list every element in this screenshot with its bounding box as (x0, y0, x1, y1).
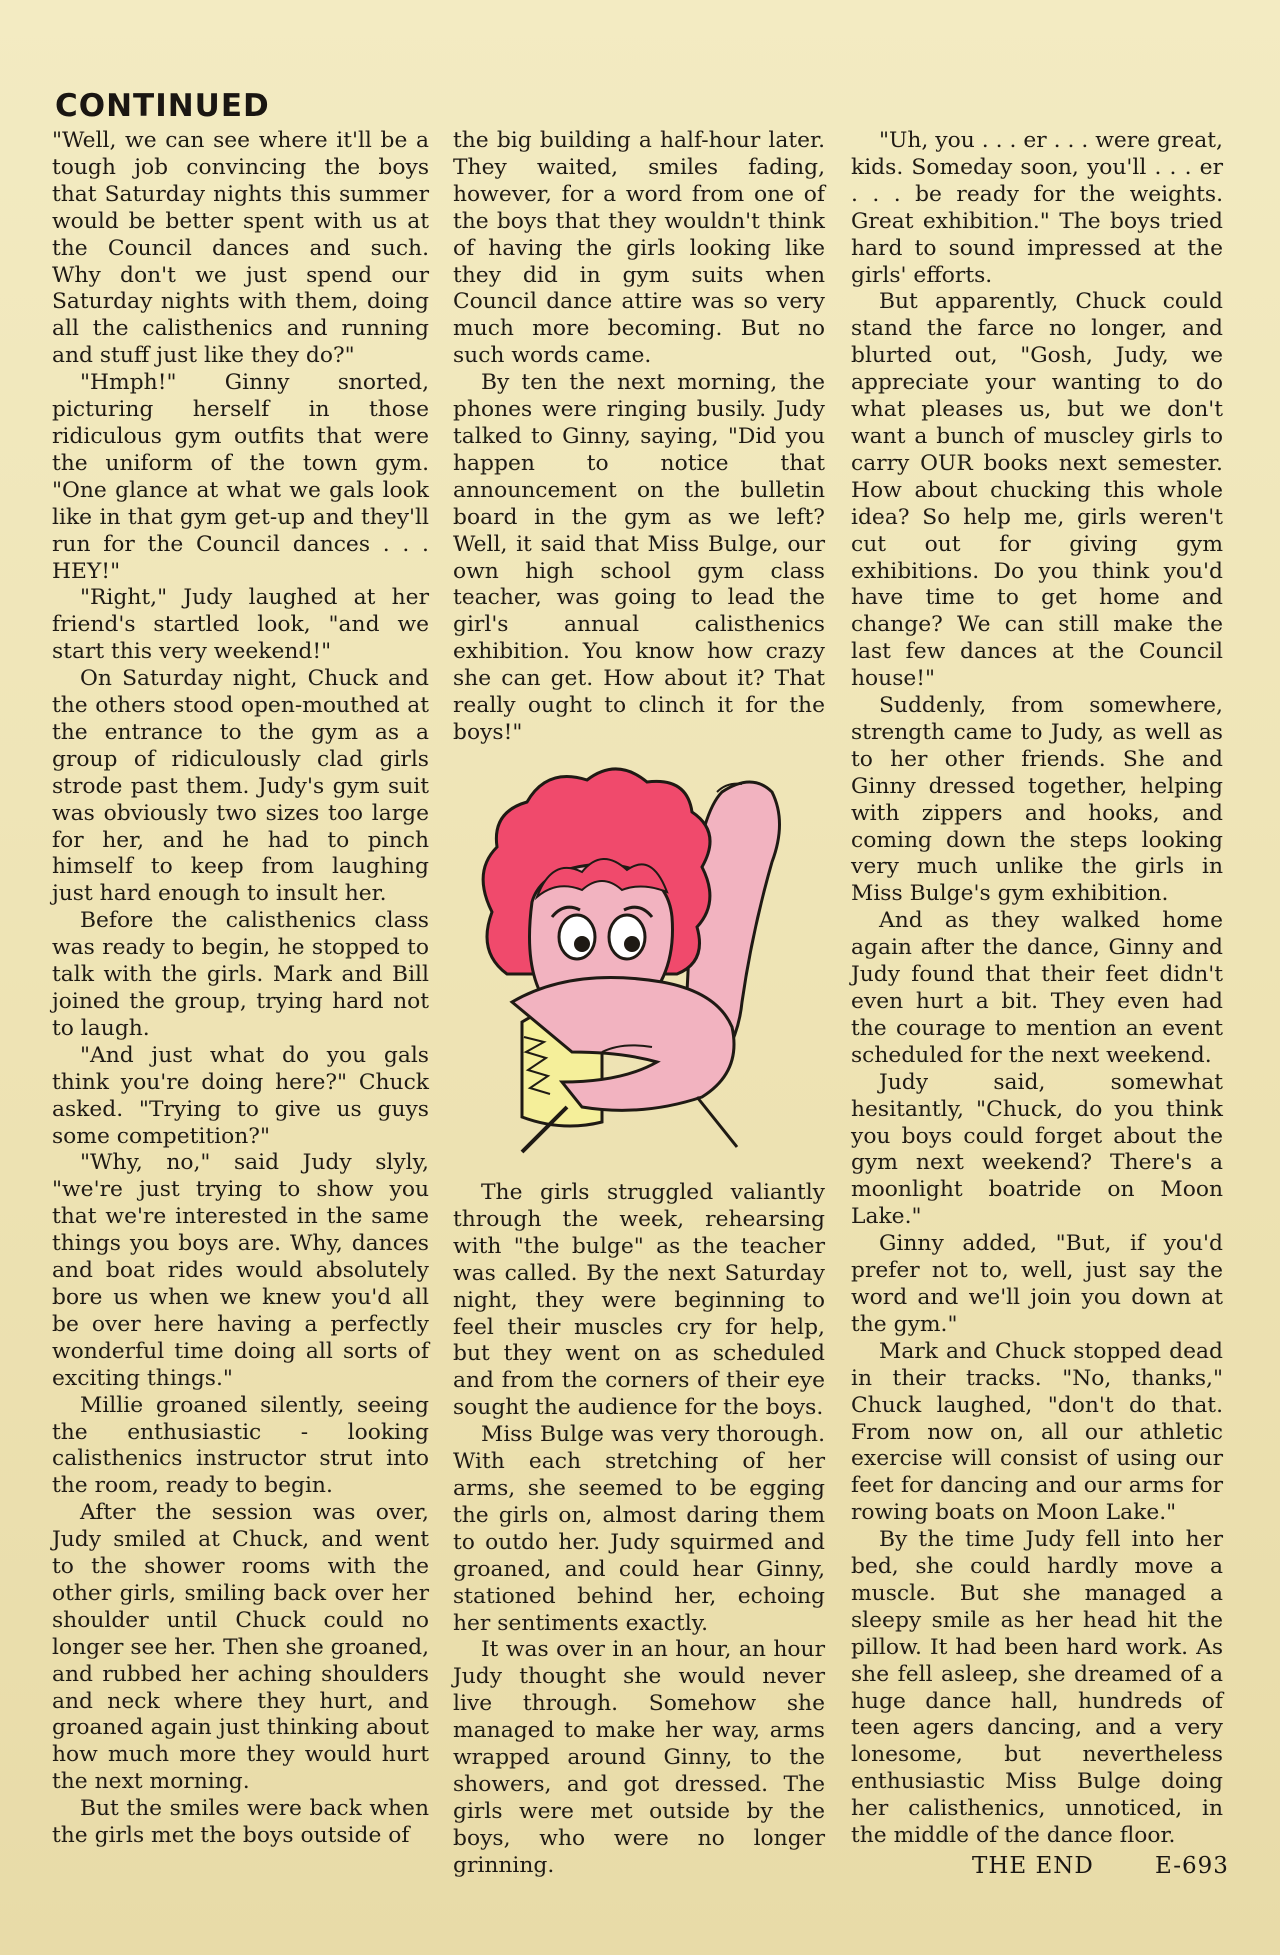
paragraph: "Hmph!" Ginny snorted, picturing herself in those ridiculous gym outfits that were the uniform of the town gym. "One glance at what we gals look like in that gym get-up and they'll run for the Council dances . . . HEY!" (52, 370, 429, 584)
paragraph: Millie groaned silently, seeing the enthusiastic - looking calisthenics instructor strut into the room, ready to begin. (52, 1392, 429, 1499)
story-column-2-top (453, 128, 825, 747)
story-column-3 (851, 128, 1223, 1850)
paragraph: But apparently, Chuck could stand the farce no longer, and blurted out, "Gosh, Judy, we appreciate your wanting to do what pleases us, but we don't want a bunch of muscley girls to carry OUR books next semester. How about chucking this whole idea? So help me, girls weren't cut out for giving gym exhibitions. Do you think you'd have time to get home and change? We can still make the last few dances at the Council house!" (851, 289, 1223, 692)
paragraph: By the time Judy fell into her bed, she could hardly move a muscle. But she managed a sleepy smile as her head hit the pillow. It had been hard work. As she fell asleep, she dreamed of a huge dance hall, hundreds of teen agers dancing, and a very lonesome, but nevertheless enthusiastic Miss Bulge doing her calisthenics, unnoticed, in the middle of the dance floor. (851, 1527, 1223, 1849)
paragraph: Mark and Chuck stopped dead in their tracks. "No, thanks," Chuck laughed, "don't do that. From now on, all our athletic exercise will consist of using our feet for dancing and our arms for rowing boats on Moon Lake." (851, 1338, 1223, 1526)
paragraph: the big building a half-hour later. They waited, smiles fading, however, for a word from one of the boys that they wouldn't think of having the girls looking like they did in gym suits when Council dance attire was so very much more becoming. But no such words came. (453, 128, 825, 369)
paragraph: But the smiles were back when the girls met the boys outside of (52, 1796, 429, 1849)
paragraph: Before the calisthenics class was ready to begin, he stopped to talk with the girls. Mark and Bill joined the group, trying hard not to laugh. (52, 908, 429, 1041)
paragraph: It was over in an hour, an hour Judy thought she would never live through. Somehow she managed to make her way, arms wrapped around Ginny, to the showers, and got dressed. The girls were met outside by the boys, who were no longer grinning. (453, 1637, 825, 1878)
paragraph: And as they walked home again after the dance, Ginny and Judy found that their feet didn't even hurt a bit. They even had the courage to mention an event scheduled for the next weekend. (851, 908, 1223, 1068)
paragraph: "Right," Judy laughed at her friend's startled look, "and we start this very weekend!" (52, 585, 429, 665)
paragraph: "Why, no," said Judy slyly, "we're just trying to show you that we're interested in the same things you boys are. Why, dances and boat rides would absolutely bore us when we knew you'd all be over here having a perfectly wonderful time doing all sorts of exciting things." (52, 1150, 429, 1391)
paragraph: On Saturday night, Chuck and the others stood open-mouthed at the entrance to the gym as a group of ridiculously clad girls strode past them. Judy's gym suit was obviously two sizes too large for her, and he had to pinch himself to keep from laughing just hard enough to insult her. (52, 666, 429, 907)
paragraph: "Well, we can see where it'll be a tough job convincing the boys that Saturday nights this summer would be better spent with us at the Council dances and such. Why don't we just spend our Saturday nights with them, doing all the calisthenics and running and stuff just like they do?" (52, 128, 429, 369)
story-column-2-bottom (453, 1180, 825, 1880)
the-end-label: THE END (972, 1853, 1094, 1879)
flexing-girl-illustration (452, 752, 824, 1172)
paragraph: By ten the next morning, the phones were ringing busily. Judy talked to Ginny, saying, "Did you happen to notice that announcement on the bulletin board in the gym as we left? Well, it said that Miss Bulge, our own high school gym class teacher, was going to lead the girl's annual calisthenics exhibition. You know how crazy she can get. How about it? That really ought to clinch it for the boys!" (453, 370, 825, 745)
story-column-1 (52, 128, 429, 1850)
page-code: E-693 (1155, 1853, 1229, 1879)
paragraph: Suddenly, from somewhere, strength came to Judy, as well as to her other friends. She and Ginny dressed together, helping with zippers and hooks, and coming down the steps looking very much unlike the girls in Miss Bulge's gym exhibition. (851, 693, 1223, 907)
paragraph: Judy said, somewhat hesitantly, "Chuck, do you think you boys could forget about the gym next weekend? There's a moonlight boatride on Moon Lake." (851, 1069, 1223, 1230)
paragraph: "Uh, you . . . er . . . were great, kids. Someday soon, you'll . . . er . . . be ready for the weights. Great exhibition." The boys tried hard to sound impressed at the girls' efforts. (851, 128, 1223, 288)
paragraph: Miss Bulge was very thorough. With each stretching of her arms, she seemed to be egging the girls on, almost daring them to outdo her. Judy squirmed and groaned, and could hear Ginny, stationed behind her, echoing her sentiments exactly. (453, 1422, 825, 1636)
paragraph: The girls struggled valiantly through the week, rehearsing with "the bulge" as the teacher was called. By the next Saturday night, they were beginning to feel their muscles cry for help, but they went on as scheduled and from the corners of their eye sought the audience for the boys. (453, 1180, 825, 1421)
continued-header: CONTINUED (55, 88, 270, 124)
paragraph: "And just what do you gals think you're doing here?" Chuck asked. "Trying to give us guys some competition?" (52, 1042, 429, 1149)
paragraph: Ginny added, "But, if you'd prefer not to, well, just say the word and we'll join you down at the gym." (851, 1231, 1223, 1337)
paragraph: After the session was over, Judy smiled at Chuck, and went to the shower rooms with the other girls, smiling back over her shoulder until Chuck could no longer see her. Then she groaned, and rubbed her aching shoulders and neck where they hurt, and groaned again just thinking about how much more they would hurt the next morning. (52, 1500, 429, 1795)
